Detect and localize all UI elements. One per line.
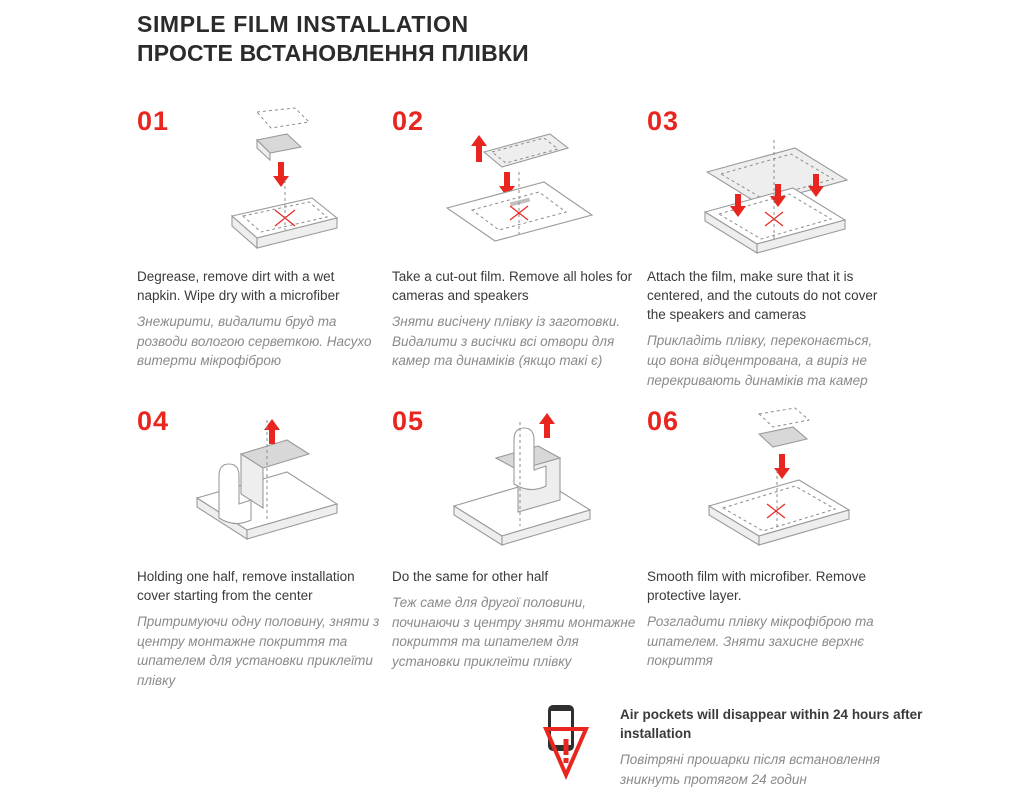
peel-half-right-icon (392, 400, 642, 565)
step-05-text-en: Do the same for other half (392, 569, 549, 584)
step-01-text-uk: Знежирити, видалити бруд та розводи вологою серветкою. Насухо витерти мікрофіброю (137, 314, 372, 369)
footer-text-en: Air pockets will disappear within 24 hours after installation (620, 707, 923, 742)
step-04-text-en: Holding one half, remove installation cover starting from the center (137, 569, 355, 604)
step-02-number: 02 (392, 106, 425, 136)
footer-icons (510, 703, 620, 783)
steps-grid (137, 100, 897, 700)
step-05 (392, 400, 642, 700)
step-05-number: 05 (392, 406, 425, 436)
step-06-text-en: Smooth film with microfiber. Remove protective layer. (647, 569, 867, 604)
step-02 (392, 100, 642, 400)
step-01 (137, 100, 387, 400)
step-06 (647, 400, 897, 700)
step-03 (647, 100, 897, 400)
step-01-number: 01 (137, 106, 170, 136)
step-05-illustration (392, 400, 642, 565)
film-sheet-cutouts-icon (392, 100, 642, 265)
smooth-and-remove-icon (647, 400, 897, 565)
film-onto-phone-icon (647, 100, 897, 265)
step-01-text-en: Degrease, remove dirt with a wet napkin. Wipe dry with a microfiber (137, 269, 340, 304)
step-02-illustration (392, 100, 642, 265)
peel-half-left-icon (137, 400, 387, 565)
step-06-illustration (647, 400, 897, 565)
step-04-number: 04 (137, 406, 170, 436)
footer-note (510, 703, 940, 789)
footer-text (620, 703, 940, 789)
step-03-text-en: Attach the film, make sure that it is centered, and the cutouts do not cover the speakers and cameras (647, 269, 878, 323)
step-06-number: 06 (647, 406, 680, 436)
page-title-uk: ПРОСТЕ ВСТАНОВЛЕННЯ ПЛІВКИ (137, 40, 529, 67)
step-01-illustration (137, 100, 387, 265)
warning-triangle-icon (510, 703, 620, 783)
step-03-number: 03 (647, 106, 680, 136)
step-06-text-uk: Розгладити плівку мікрофіброю та шпателем. Зняти захисне верхнє покриття (647, 614, 874, 669)
step-03-text-uk: Прикладіть плівку, переконається, що вона відцентрована, а виріз не перекривають динаміків та камер (647, 333, 873, 388)
step-05-text-uk: Теж саме для другої половини, починаючи з центру зняти монтажне покриття та шпателем для установки приклеїти плівку (392, 595, 636, 669)
phone-with-napkin-icon (137, 100, 387, 265)
header (137, 12, 937, 68)
step-02-text-uk: Зняти висічену плівку із заготовки. Видалити з висічки всі отвори для камер та динаміків (якщо такі є) (392, 314, 621, 369)
step-04-text-uk: Притримуючи одну половину, зняти з центру монтажне покриття та шпателем для установки приклеїти плівку (137, 614, 380, 688)
step-04-illustration (137, 400, 387, 565)
footer-text-uk: Повітряні прошарки після встановлення зникнуть протягом 24 годин (620, 752, 881, 787)
page-title-en: SIMPLE FILM INSTALLATION (137, 11, 469, 37)
step-03-illustration (647, 100, 897, 265)
step-04 (137, 400, 387, 700)
step-02-text-en: Take a cut-out film. Remove all holes for cameras and speakers (392, 269, 633, 304)
